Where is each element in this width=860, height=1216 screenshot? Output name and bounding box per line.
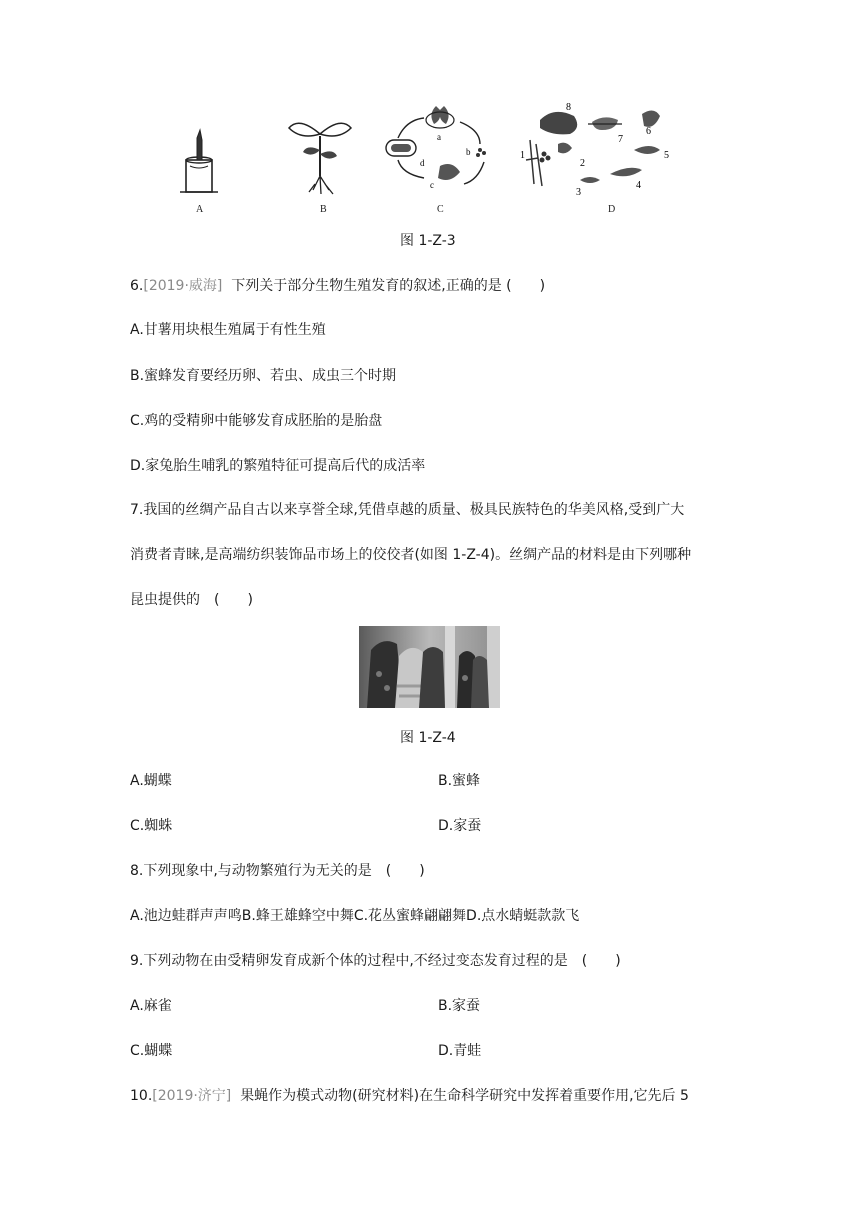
question-7-line-2: 消费者青睐,是高端纺织装饰品市场上的佼佼者(如图 1-Z-4)。丝绸产品的材料是由下列哪种 bbox=[130, 547, 692, 563]
d-number-7: 7 bbox=[618, 134, 623, 145]
q6-option-c: C.鸡的受精卵中能够发育成胚胎的是胎盘 bbox=[130, 413, 383, 429]
question-text: 下列关于部分生物生殖发育的叙述,正确的是 ( ) bbox=[231, 278, 546, 294]
silk-qipao-photo bbox=[359, 626, 500, 708]
question-9-stem: 9.下列动物在由受精卵发育成新个体的过程中,不经过变态发育过程的是 ( ) bbox=[130, 953, 621, 969]
q7-option-a: A.蝴蝶 bbox=[130, 773, 172, 789]
d-number-1: 1 bbox=[520, 150, 525, 161]
illustration-a-grafting bbox=[178, 126, 222, 196]
illustration-d-frog-cycle bbox=[518, 100, 688, 196]
d-number-8: 8 bbox=[566, 102, 571, 113]
question-number: 6. bbox=[130, 278, 144, 294]
q7-option-d: D.家蚕 bbox=[438, 818, 482, 834]
question-7-line-1: 7.我国的丝绸产品自古以来享誉全球,凭借卓越的质量、极具民族特色的华美风格,受到广大 bbox=[130, 502, 685, 518]
c-letter-d: d bbox=[420, 158, 425, 168]
illustration-b-seedling bbox=[285, 106, 355, 196]
d-number-4: 4 bbox=[636, 180, 641, 191]
q6-option-a: A.甘薯用块根生殖属于有性生殖 bbox=[130, 322, 326, 338]
q9-option-d: D.青蛙 bbox=[438, 1043, 482, 1059]
figure-label-b: B bbox=[320, 204, 327, 215]
question-text: 果蝇作为模式动物(研究材料)在生命科学研究中发挥着重要作用,它先后 5 bbox=[240, 1088, 689, 1104]
q6-option-b: B.蜜蜂发育要经历卵、若虫、成虫三个时期 bbox=[130, 368, 397, 384]
figure-caption-1-z-4: 图 1-Z-4 bbox=[400, 730, 456, 746]
figure-label-d: D bbox=[608, 204, 616, 215]
q9-option-c: C.蝴蝶 bbox=[130, 1043, 173, 1059]
d-number-2: 2 bbox=[580, 158, 585, 169]
d-number-5: 5 bbox=[664, 150, 669, 161]
figure-1-z-3 bbox=[170, 98, 690, 224]
figure-label-c: C bbox=[437, 204, 444, 215]
figure-caption-1-z-3: 图 1-Z-3 bbox=[400, 233, 456, 249]
d-number-3: 3 bbox=[576, 187, 581, 196]
q6-option-d: D.家兔胎生哺乳的繁殖特征可提高后代的成活率 bbox=[130, 458, 426, 474]
source-tag: [2019·威海] bbox=[143, 278, 223, 294]
question-10-stem bbox=[130, 1086, 689, 1106]
figure-label-a: A bbox=[196, 204, 204, 215]
source-tag: [2019·济宁] bbox=[152, 1088, 232, 1104]
question-7-line-3: 昆虫提供的 ( ) bbox=[130, 592, 253, 608]
question-6-stem bbox=[130, 276, 545, 296]
c-letter-c: c bbox=[430, 180, 434, 190]
question-number: 10. bbox=[130, 1088, 153, 1104]
q8-options: A.池边蛙群声声鸣B.蜂王雄蜂空中舞C.花丛蜜蜂翩翩舞D.点水蜻蜓款款飞 bbox=[130, 908, 580, 924]
q7-option-c: C.蜘蛛 bbox=[130, 818, 173, 834]
c-letter-b: b bbox=[466, 147, 471, 157]
illustration-c-life-cycle bbox=[380, 100, 500, 200]
q9-option-b: B.家蚕 bbox=[438, 998, 481, 1014]
question-8-stem: 8.下列现象中,与动物繁殖行为无关的是 ( ) bbox=[130, 863, 425, 879]
q7-option-b: B.蜜蜂 bbox=[438, 773, 481, 789]
q9-option-a: A.麻雀 bbox=[130, 998, 172, 1014]
d-number-6: 6 bbox=[646, 126, 651, 137]
c-letter-a: a bbox=[437, 132, 441, 142]
